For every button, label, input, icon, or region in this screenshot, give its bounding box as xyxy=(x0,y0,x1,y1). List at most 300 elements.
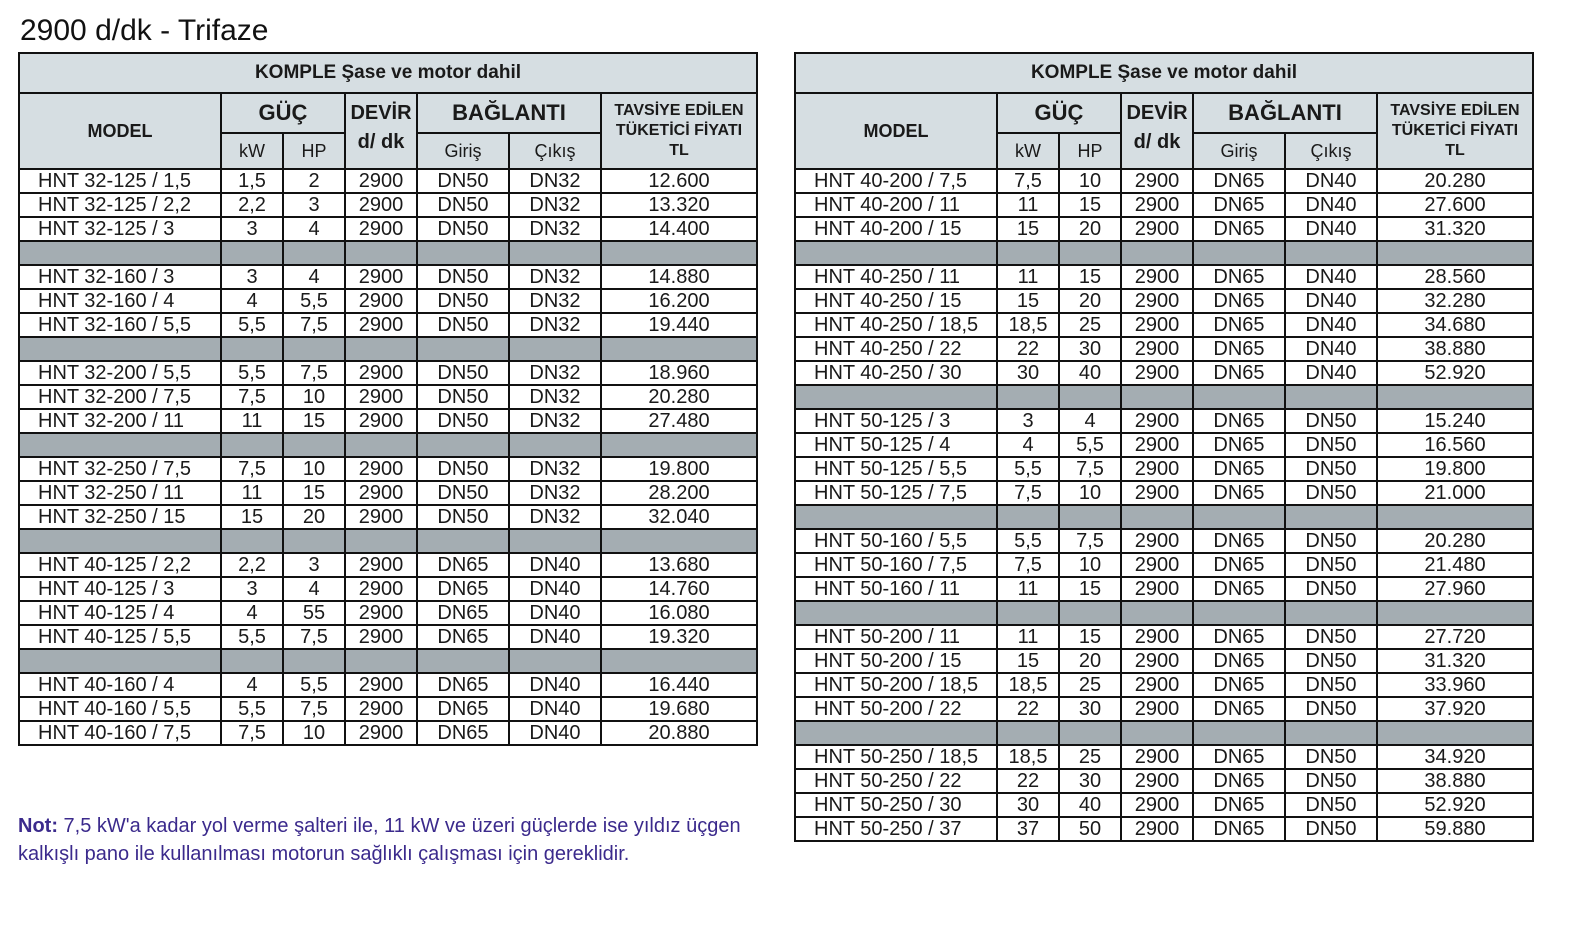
hp-cell: 7,5 xyxy=(1059,529,1121,553)
table-row xyxy=(795,793,1533,817)
hp-cell: 10 xyxy=(1059,481,1121,505)
kw-cell: 18,5 xyxy=(997,745,1059,769)
hp-header: HP xyxy=(283,133,345,169)
separator-cell xyxy=(1059,721,1121,745)
giris-cell: DN65 xyxy=(1193,793,1285,817)
separator-cell xyxy=(221,649,283,673)
separator-cell xyxy=(283,529,345,553)
giris-cell: DN65 xyxy=(417,697,509,721)
hp-cell: 7,5 xyxy=(283,697,345,721)
giris-cell: DN65 xyxy=(1193,817,1285,841)
separator-cell xyxy=(1285,241,1377,265)
giris-cell: DN65 xyxy=(1193,769,1285,793)
separator-cell xyxy=(19,337,221,361)
kw-cell: 7,5 xyxy=(221,457,283,481)
table-row xyxy=(795,169,1533,193)
price-cell: 31.320 xyxy=(1377,649,1533,673)
price-cell: 21.480 xyxy=(1377,553,1533,577)
hp-cell: 25 xyxy=(1059,673,1121,697)
model-cell: HNT 40-250 / 30 xyxy=(795,361,997,385)
hp-cell: 2 xyxy=(283,169,345,193)
cikis-cell: DN32 xyxy=(509,193,601,217)
cikis-cell: DN32 xyxy=(509,481,601,505)
giris-cell: DN65 xyxy=(417,625,509,649)
separator-cell xyxy=(417,433,509,457)
price-cell: 52.920 xyxy=(1377,361,1533,385)
price-cell: 31.320 xyxy=(1377,217,1533,241)
price-cell: 14.760 xyxy=(601,577,757,601)
cikis-cell: DN40 xyxy=(1285,289,1377,313)
cikis-cell: DN40 xyxy=(509,601,601,625)
devir-cell: 2900 xyxy=(345,217,417,241)
separator-cell xyxy=(345,433,417,457)
devir-cell: 2900 xyxy=(1121,769,1193,793)
devir-cell: 2900 xyxy=(345,601,417,625)
separator-cell xyxy=(283,337,345,361)
price-cell: 27.720 xyxy=(1377,625,1533,649)
separator-cell xyxy=(1377,385,1533,409)
table-row xyxy=(19,625,757,649)
giris-cell: DN50 xyxy=(417,289,509,313)
cikis-cell: DN50 xyxy=(1285,673,1377,697)
separator-cell xyxy=(1121,721,1193,745)
table-row xyxy=(19,193,757,217)
hp-cell: 10 xyxy=(283,385,345,409)
cikis-cell: DN32 xyxy=(509,361,601,385)
hp-cell: 25 xyxy=(1059,745,1121,769)
kw-cell: 15 xyxy=(997,289,1059,313)
baglanti-header: BAĞLANTI xyxy=(417,93,601,133)
price-cell: 19.320 xyxy=(601,625,757,649)
table-row xyxy=(795,529,1533,553)
model-cell: HNT 32-125 / 3 xyxy=(19,217,221,241)
devir-cell: 2900 xyxy=(1121,313,1193,337)
hp-cell: 10 xyxy=(283,721,345,745)
model-cell: HNT 50-160 / 5,5 xyxy=(795,529,997,553)
devir-cell: 2900 xyxy=(345,721,417,745)
separator-cell xyxy=(417,337,509,361)
devir-cell: 2900 xyxy=(1121,337,1193,361)
page-title: 2900 d/dk - Trifaze xyxy=(20,14,269,47)
separator-cell xyxy=(345,337,417,361)
table-row xyxy=(795,577,1533,601)
model-cell: HNT 40-250 / 15 xyxy=(795,289,997,313)
separator-cell xyxy=(417,529,509,553)
separator-cell xyxy=(1377,505,1533,529)
devir-cell: 2900 xyxy=(345,361,417,385)
separator-cell xyxy=(997,241,1059,265)
table-row xyxy=(795,745,1533,769)
price-cell: 27.960 xyxy=(1377,577,1533,601)
model-cell: HNT 50-250 / 22 xyxy=(795,769,997,793)
giris-header: Giriş xyxy=(1193,133,1285,169)
cikis-cell: DN50 xyxy=(1285,409,1377,433)
cikis-cell: DN40 xyxy=(509,553,601,577)
giris-cell: DN65 xyxy=(417,577,509,601)
kw-cell: 11 xyxy=(997,193,1059,217)
hp-cell: 20 xyxy=(283,505,345,529)
model-cell: HNT 50-160 / 7,5 xyxy=(795,553,997,577)
model-cell: HNT 50-250 / 30 xyxy=(795,793,997,817)
separator-row xyxy=(19,241,757,265)
kw-cell: 7,5 xyxy=(221,385,283,409)
model-cell: HNT 40-160 / 7,5 xyxy=(19,721,221,745)
giris-cell: DN65 xyxy=(417,601,509,625)
giris-cell: DN50 xyxy=(417,193,509,217)
baglanti-header: BAĞLANTI xyxy=(1193,93,1377,133)
separator-cell xyxy=(19,529,221,553)
hp-cell: 7,5 xyxy=(1059,457,1121,481)
separator-cell xyxy=(509,529,601,553)
kw-cell: 5,5 xyxy=(221,313,283,337)
price-cell: 34.920 xyxy=(1377,745,1533,769)
model-cell: HNT 50-250 / 18,5 xyxy=(795,745,997,769)
model-cell: HNT 50-160 / 11 xyxy=(795,577,997,601)
separator-row xyxy=(795,721,1533,745)
table-row xyxy=(19,505,757,529)
cikis-cell: DN32 xyxy=(509,409,601,433)
note-text: 7,5 kW'a kadar yol verme şalteri ile, 11 kW ve üzeri güçlerde ise yıldız üçgen kalkışlı pano ile kullanılması motorun sağlıklı çalışması için gereklidir. xyxy=(18,815,741,865)
giris-cell: DN65 xyxy=(1193,313,1285,337)
model-cell: HNT 32-160 / 5,5 xyxy=(19,313,221,337)
giris-cell: DN50 xyxy=(417,361,509,385)
cikis-cell: DN40 xyxy=(1285,337,1377,361)
devir-cell: 2900 xyxy=(1121,817,1193,841)
guc-header: GÜÇ xyxy=(221,93,345,133)
hp-cell: 3 xyxy=(283,553,345,577)
devir-cell: 2900 xyxy=(1121,649,1193,673)
hp-cell: 15 xyxy=(283,481,345,505)
hp-cell: 5,5 xyxy=(1059,433,1121,457)
cikis-cell: DN40 xyxy=(509,625,601,649)
price-cell: 20.280 xyxy=(1377,529,1533,553)
note-label: Not: xyxy=(18,815,58,837)
kw-cell: 22 xyxy=(997,337,1059,361)
separator-row xyxy=(795,505,1533,529)
model-cell: HNT 50-200 / 15 xyxy=(795,649,997,673)
separator-cell xyxy=(601,529,757,553)
separator-cell xyxy=(283,649,345,673)
separator-cell xyxy=(509,649,601,673)
cikis-cell: DN50 xyxy=(1285,649,1377,673)
cikis-cell: DN50 xyxy=(1285,745,1377,769)
separator-cell xyxy=(283,433,345,457)
table-row xyxy=(19,697,757,721)
price-cell: 19.680 xyxy=(601,697,757,721)
giris-cell: DN65 xyxy=(1193,673,1285,697)
devir-cell: 2900 xyxy=(1121,625,1193,649)
separator-cell xyxy=(19,241,221,265)
hp-cell: 55 xyxy=(283,601,345,625)
table-row xyxy=(795,217,1533,241)
separator-cell xyxy=(1059,601,1121,625)
separator-cell xyxy=(1193,505,1285,529)
model-cell: HNT 32-200 / 5,5 xyxy=(19,361,221,385)
devir-cell: 2900 xyxy=(1121,265,1193,289)
model-cell: HNT 40-200 / 15 xyxy=(795,217,997,241)
table-row xyxy=(795,673,1533,697)
kw-cell: 15 xyxy=(997,649,1059,673)
separator-cell xyxy=(1059,241,1121,265)
giris-cell: DN65 xyxy=(1193,337,1285,361)
kw-cell: 11 xyxy=(997,265,1059,289)
separator-cell xyxy=(1059,385,1121,409)
cikis-cell: DN40 xyxy=(509,673,601,697)
price-table-right xyxy=(794,52,1534,842)
kw-cell: 3 xyxy=(221,217,283,241)
table-row xyxy=(19,289,757,313)
cikis-cell: DN50 xyxy=(1285,577,1377,601)
cikis-cell: DN50 xyxy=(1285,433,1377,457)
price-table-left xyxy=(18,52,758,746)
model-header: MODEL xyxy=(795,93,997,169)
devir-cell: 2900 xyxy=(1121,793,1193,817)
model-cell: HNT 50-125 / 7,5 xyxy=(795,481,997,505)
giris-cell: DN50 xyxy=(417,481,509,505)
kw-cell: 18,5 xyxy=(997,673,1059,697)
giris-cell: DN50 xyxy=(417,385,509,409)
devir-cell: 2900 xyxy=(1121,529,1193,553)
giris-cell: DN65 xyxy=(1193,529,1285,553)
separator-cell xyxy=(221,337,283,361)
table-row xyxy=(795,193,1533,217)
separator-row xyxy=(19,529,757,553)
separator-cell xyxy=(509,337,601,361)
kw-cell: 5,5 xyxy=(221,361,283,385)
price-cell: 16.440 xyxy=(601,673,757,697)
giris-cell: DN50 xyxy=(417,265,509,289)
kw-cell: 11 xyxy=(221,409,283,433)
separator-cell xyxy=(221,529,283,553)
model-cell: HNT 50-200 / 22 xyxy=(795,697,997,721)
cikis-cell: DN40 xyxy=(1285,217,1377,241)
separator-cell xyxy=(795,601,997,625)
price-cell: 19.800 xyxy=(601,457,757,481)
kw-cell: 11 xyxy=(221,481,283,505)
cikis-cell: DN50 xyxy=(1285,817,1377,841)
kw-cell: 4 xyxy=(997,433,1059,457)
model-cell: HNT 32-125 / 2,2 xyxy=(19,193,221,217)
model-cell: HNT 40-250 / 11 xyxy=(795,265,997,289)
giris-cell: DN65 xyxy=(1193,169,1285,193)
cikis-cell: DN32 xyxy=(509,505,601,529)
giris-cell: DN65 xyxy=(1193,433,1285,457)
price-cell: 34.680 xyxy=(1377,313,1533,337)
price-cell: 27.480 xyxy=(601,409,757,433)
devir-cell: 2900 xyxy=(1121,289,1193,313)
separator-cell xyxy=(1377,241,1533,265)
table-row xyxy=(19,169,757,193)
cikis-cell: DN50 xyxy=(1285,553,1377,577)
price-header: TAVSİYE EDİLEN TÜKETİCİ FİYATI TL xyxy=(1377,93,1533,169)
table-row xyxy=(19,673,757,697)
hp-cell: 5,5 xyxy=(283,673,345,697)
separator-row xyxy=(19,649,757,673)
cikis-cell: DN32 xyxy=(509,217,601,241)
table-row xyxy=(19,409,757,433)
price-cell: 16.080 xyxy=(601,601,757,625)
model-cell: HNT 40-125 / 5,5 xyxy=(19,625,221,649)
kw-cell: 1,5 xyxy=(221,169,283,193)
cikis-cell: DN40 xyxy=(1285,169,1377,193)
price-cell: 16.560 xyxy=(1377,433,1533,457)
giris-cell: DN65 xyxy=(1193,409,1285,433)
separator-cell xyxy=(345,529,417,553)
kw-cell: 4 xyxy=(221,289,283,313)
separator-cell xyxy=(1377,601,1533,625)
separator-cell xyxy=(345,241,417,265)
cikis-cell: DN50 xyxy=(1285,625,1377,649)
kw-cell: 3 xyxy=(221,577,283,601)
giris-cell: DN65 xyxy=(1193,625,1285,649)
cikis-header: Çıkış xyxy=(1285,133,1377,169)
separator-cell xyxy=(795,505,997,529)
separator-cell xyxy=(1285,385,1377,409)
devir-cell: 2900 xyxy=(345,697,417,721)
kw-cell: 3 xyxy=(997,409,1059,433)
giris-cell: DN65 xyxy=(417,553,509,577)
devir-cell: 2900 xyxy=(1121,433,1193,457)
devir-cell: 2900 xyxy=(345,577,417,601)
model-cell: HNT 50-200 / 11 xyxy=(795,625,997,649)
table-row xyxy=(795,481,1533,505)
giris-cell: DN50 xyxy=(417,169,509,193)
table-row xyxy=(19,361,757,385)
hp-cell: 4 xyxy=(1059,409,1121,433)
hp-header: HP xyxy=(1059,133,1121,169)
devir-cell: 2900 xyxy=(345,553,417,577)
devir-cell: 2900 xyxy=(1121,697,1193,721)
kw-cell: 11 xyxy=(997,625,1059,649)
giris-cell: DN65 xyxy=(1193,457,1285,481)
separator-cell xyxy=(1121,505,1193,529)
giris-cell: DN65 xyxy=(1193,265,1285,289)
separator-cell xyxy=(795,721,997,745)
hp-cell: 15 xyxy=(1059,265,1121,289)
hp-cell: 10 xyxy=(283,457,345,481)
kw-cell: 2,2 xyxy=(221,193,283,217)
devir-cell: 2900 xyxy=(345,313,417,337)
table-row xyxy=(795,457,1533,481)
table-row xyxy=(795,553,1533,577)
cikis-cell: DN32 xyxy=(509,385,601,409)
model-header: MODEL xyxy=(19,93,221,169)
table-row xyxy=(19,457,757,481)
price-cell: 13.680 xyxy=(601,553,757,577)
devir-cell: 2900 xyxy=(345,265,417,289)
table-row xyxy=(795,313,1533,337)
giris-cell: DN65 xyxy=(1193,217,1285,241)
table-row xyxy=(19,553,757,577)
table-row xyxy=(795,817,1533,841)
kw-cell: 22 xyxy=(997,697,1059,721)
cikis-cell: DN32 xyxy=(509,313,601,337)
kw-cell: 18,5 xyxy=(997,313,1059,337)
hp-cell: 10 xyxy=(1059,169,1121,193)
price-cell: 37.920 xyxy=(1377,697,1533,721)
cikis-cell: DN32 xyxy=(509,289,601,313)
cikis-cell: DN50 xyxy=(1285,793,1377,817)
table-row xyxy=(795,361,1533,385)
kw-cell: 30 xyxy=(997,361,1059,385)
table-row xyxy=(19,217,757,241)
giris-header: Giriş xyxy=(417,133,509,169)
model-cell: HNT 40-250 / 18,5 xyxy=(795,313,997,337)
separator-cell xyxy=(997,601,1059,625)
devir-cell: 2900 xyxy=(345,169,417,193)
model-cell: HNT 32-250 / 7,5 xyxy=(19,457,221,481)
table-row xyxy=(795,769,1533,793)
kw-header: kW xyxy=(221,133,283,169)
separator-cell xyxy=(1121,241,1193,265)
kw-cell: 4 xyxy=(221,673,283,697)
table-row xyxy=(795,697,1533,721)
devir-cell: 2900 xyxy=(1121,193,1193,217)
separator-cell xyxy=(1121,385,1193,409)
table-row xyxy=(19,385,757,409)
devir-cell: 2900 xyxy=(345,505,417,529)
cikis-cell: DN50 xyxy=(1285,529,1377,553)
hp-cell: 10 xyxy=(1059,553,1121,577)
model-cell: HNT 32-200 / 11 xyxy=(19,409,221,433)
cikis-cell: DN40 xyxy=(509,577,601,601)
separator-row xyxy=(795,601,1533,625)
cikis-cell: DN50 xyxy=(1285,457,1377,481)
hp-cell: 15 xyxy=(1059,193,1121,217)
cikis-cell: DN40 xyxy=(509,721,601,745)
giris-cell: DN65 xyxy=(417,673,509,697)
giris-cell: DN65 xyxy=(1193,481,1285,505)
giris-cell: DN65 xyxy=(1193,193,1285,217)
devir-cell: 2900 xyxy=(345,385,417,409)
model-cell: HNT 50-125 / 5,5 xyxy=(795,457,997,481)
hp-cell: 30 xyxy=(1059,697,1121,721)
model-cell: HNT 50-200 / 18,5 xyxy=(795,673,997,697)
kw-cell: 3 xyxy=(221,265,283,289)
giris-cell: DN65 xyxy=(417,721,509,745)
model-cell: HNT 32-125 / 1,5 xyxy=(19,169,221,193)
hp-cell: 20 xyxy=(1059,217,1121,241)
model-cell: HNT 40-200 / 7,5 xyxy=(795,169,997,193)
separator-cell xyxy=(1193,601,1285,625)
devir-cell: 2900 xyxy=(1121,481,1193,505)
devir-cell: 2900 xyxy=(1121,457,1193,481)
hp-cell: 4 xyxy=(283,265,345,289)
price-cell: 32.040 xyxy=(601,505,757,529)
table-row xyxy=(19,601,757,625)
cikis-cell: DN50 xyxy=(1285,769,1377,793)
hp-cell: 30 xyxy=(1059,769,1121,793)
komple-header: KOMPLE Şase ve motor dahil xyxy=(795,53,1533,93)
devir-cell: 2900 xyxy=(1121,673,1193,697)
separator-cell xyxy=(221,241,283,265)
model-cell: HNT 40-125 / 3 xyxy=(19,577,221,601)
table-row xyxy=(795,409,1533,433)
komple-header: KOMPLE Şase ve motor dahil xyxy=(19,53,757,93)
cikis-cell: DN32 xyxy=(509,265,601,289)
kw-cell: 5,5 xyxy=(997,457,1059,481)
table-row xyxy=(19,721,757,745)
model-cell: HNT 40-160 / 5,5 xyxy=(19,697,221,721)
separator-cell xyxy=(1193,385,1285,409)
cikis-cell: DN40 xyxy=(1285,361,1377,385)
separator-cell xyxy=(19,433,221,457)
kw-cell: 5,5 xyxy=(221,697,283,721)
model-cell: HNT 40-160 / 4 xyxy=(19,673,221,697)
hp-cell: 4 xyxy=(283,217,345,241)
price-cell: 12.600 xyxy=(601,169,757,193)
cikis-cell: DN40 xyxy=(1285,313,1377,337)
